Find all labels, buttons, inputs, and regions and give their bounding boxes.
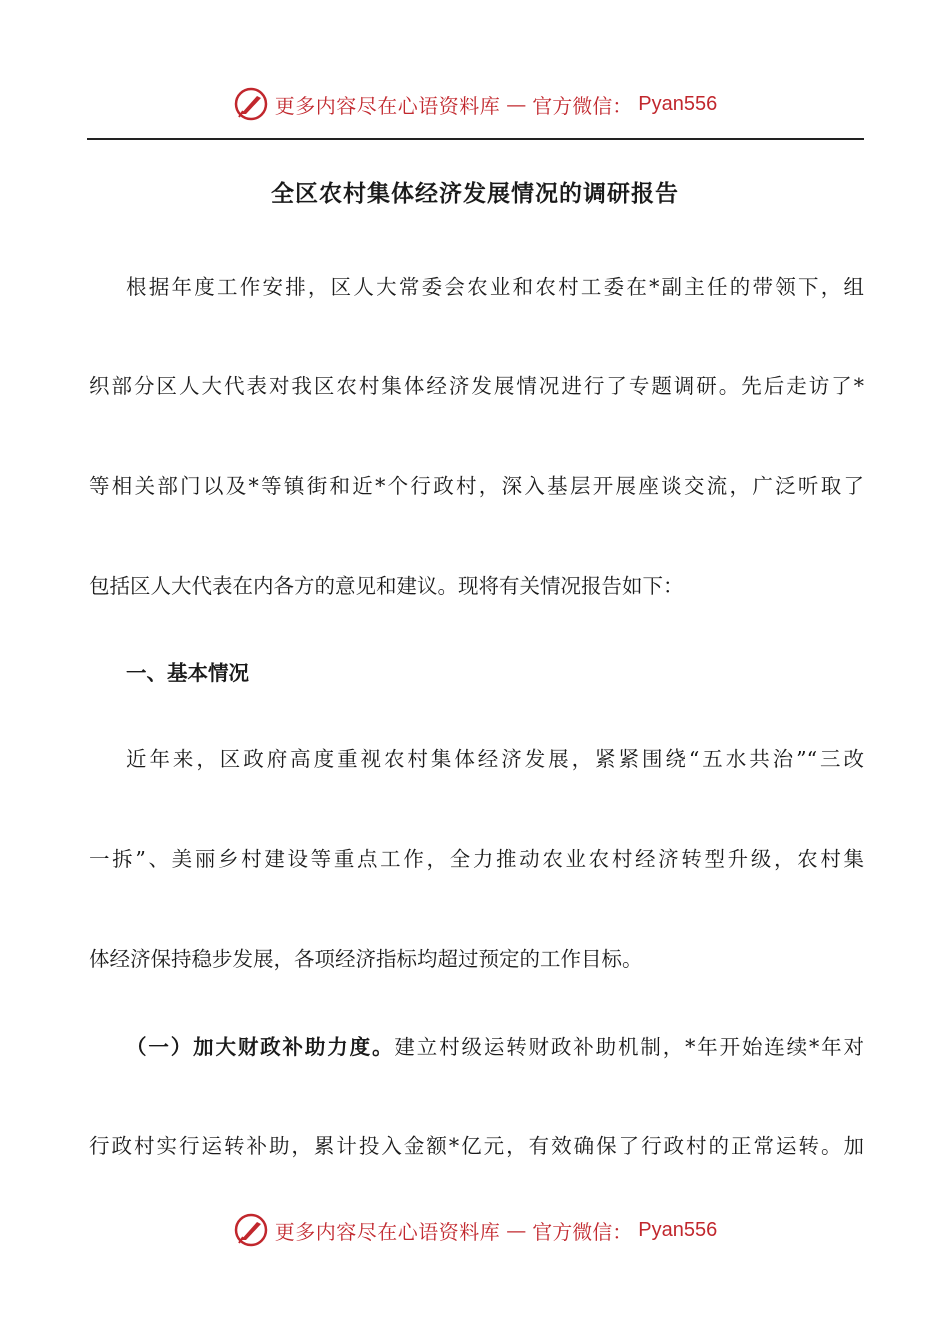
section-heading: 一、基本情况 bbox=[126, 661, 249, 685]
subsection-first-line bbox=[89, 1033, 864, 1061]
paragraph-line: 行政村实行运转补助，累计投入金额*亿元，有效确保了行政村的正常运转。加 bbox=[89, 1134, 864, 1158]
header-banner bbox=[0, 84, 950, 124]
banner-separator: — bbox=[506, 92, 527, 116]
subsection-heading: （一）加大财政补助力度。 bbox=[126, 1035, 395, 1059]
document-title: 全区农村集体经济发展情况的调研报告 bbox=[271, 180, 679, 207]
paragraph-line: 一拆”、美丽乡村建设等重点工作，全力推动农业农村经济转型升级，农村集 bbox=[89, 847, 864, 871]
quill-pen-logo-icon bbox=[233, 86, 269, 122]
paragraph-line: 根据年度工作安排，区人大常委会农业和农村工委在*副主任的带领下，组 bbox=[126, 275, 864, 299]
paragraph-line: 包括区人大代表在内各方的意见和建议。现将有关情况报告如下： bbox=[89, 574, 684, 598]
banner-wechat-id: Pyan556 bbox=[638, 92, 718, 115]
quill-pen-logo-icon bbox=[233, 1212, 269, 1248]
paragraph-line: 织部分区人大代表对我区农村集体经济发展情况进行了专题调研。先后走访了* bbox=[89, 374, 864, 398]
banner-separator: — bbox=[506, 1218, 527, 1242]
footer-banner bbox=[0, 1210, 950, 1250]
banner-brand-text: 更多内容尽在心语资料库 bbox=[274, 1219, 501, 1244]
banner-brand-text: 更多内容尽在心语资料库 bbox=[274, 93, 501, 118]
paragraph-line: 体经济保持稳步发展，各项经济指标均超过预定的工作目标。 bbox=[89, 947, 643, 971]
paragraph-line: 近年来，区政府高度重视农村集体经济发展，紧紧围绕“五水共治”“三改 bbox=[126, 747, 864, 771]
banner-wechat-label: 官方微信： bbox=[532, 93, 633, 118]
header-divider bbox=[87, 138, 864, 140]
paragraph-line: 等相关部门以及*等镇街和近*个行政村，深入基层开展座谈交流，广泛听取了 bbox=[89, 474, 864, 498]
banner-wechat-id: Pyan556 bbox=[638, 1218, 718, 1241]
subsection-text: 建立村级运转财政补助机制，*年开始连续*年对 bbox=[394, 1035, 865, 1059]
banner-wechat-label: 官方微信： bbox=[532, 1219, 633, 1244]
